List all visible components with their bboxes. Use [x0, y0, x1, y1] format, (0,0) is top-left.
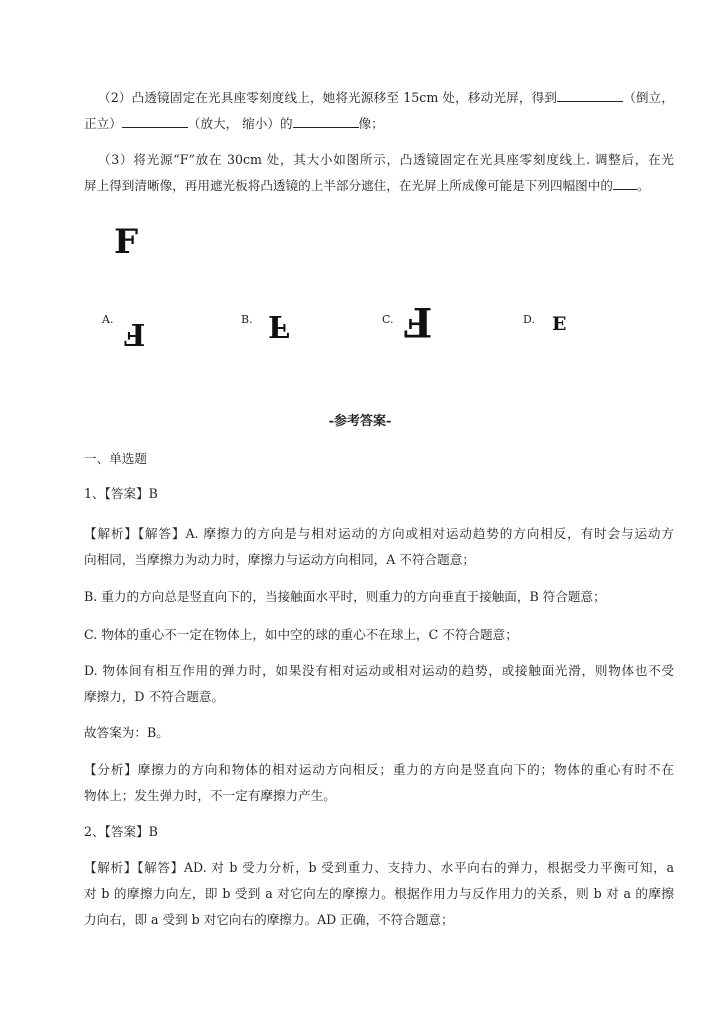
- answer-1-d: D. 物体间有相互作用的弹力时，如果没有相对运动或相对运动的趋势，或接触面光滑，则物体也不受 摩擦力，D 不符合题意。: [84, 663, 674, 704]
- option-d-label: D.: [523, 313, 535, 326]
- option-b-label: B.: [241, 313, 253, 326]
- answer-1-summary: 【分析】摩擦力的方向和物体的相对运动方向相反；重力的方向是竖直向下的；物体的重心有时不在 物体上；发生弹力时，不一定有摩擦力产生。: [84, 762, 674, 803]
- answer-blank[interactable]: [122, 114, 188, 128]
- option-d-figure: E: [552, 313, 567, 335]
- answer-blank[interactable]: [293, 114, 359, 128]
- answer-2-title: 2、【答案】B: [84, 824, 158, 839]
- option-b-figure: F: [268, 308, 290, 343]
- question-3: （3）将光源“F”放在 30cm 处，其大小如图所示，凸透镜固定在光具座零刻度线上. 调整后，在光 屏上得到清晰像，再用遮光板将凸透镜的上半部分遮住，在光屏上所成像可能是下列四幅图中的 。: [84, 152, 674, 193]
- answer-blank[interactable]: [557, 88, 623, 102]
- question-2: （2）凸透镜固定在光具座零刻度线上，她将光源移至 15cm 处，移动光屏，得到 （倒立， 正立） （放大， 缩小）的 像；: [84, 90, 674, 131]
- answer-1-b: B. 重力的方向总是竖直向下的，当接触面水平时，则重力的方向垂直于接触面，B 符合题意；: [84, 589, 606, 604]
- answer-1-analysis: 【解析】【解答】A. 摩擦力的方向是与相对运动的方向或相对运动趋势的方向相反，有时会与运动方 向相同，当摩擦力为动力时，摩擦力与运动方向相同，A 不符合题意；: [84, 526, 674, 567]
- option-c-figure: F: [404, 298, 433, 345]
- answer-heading: -参考答案-: [328, 414, 392, 429]
- answer-blank[interactable]: [613, 176, 637, 190]
- option-a-figure: F: [124, 316, 146, 351]
- option-c-label: C.: [382, 313, 394, 326]
- answer-1-conclusion: 故答案为：B。: [84, 725, 169, 740]
- answer-2-analysis: 【解析】【解答】AD. 对 b 受力分析，b 受到重力、支持力、水平向右的弹力，根据受力平衡可知，a 对 b 的摩擦力向左，即 b 受到 a 对它向左的摩擦力。根据作用力与反作用力的关系，则 b 对 a 的摩擦 力向右，即 a 受到 b 对它向右的摩擦力。AD 正确，不符合题意；: [84, 860, 674, 927]
- answer-1-c: C. 物体的重心不一定在物体上，如中空的球的重心不在球上，C 不符合题意；: [84, 627, 518, 642]
- source-letter-figure: F: [114, 222, 139, 262]
- answer-1-title: 1、【答案】B: [84, 486, 158, 501]
- option-a-label: A.: [102, 313, 114, 326]
- section-title: 一、单选题: [84, 451, 147, 466]
